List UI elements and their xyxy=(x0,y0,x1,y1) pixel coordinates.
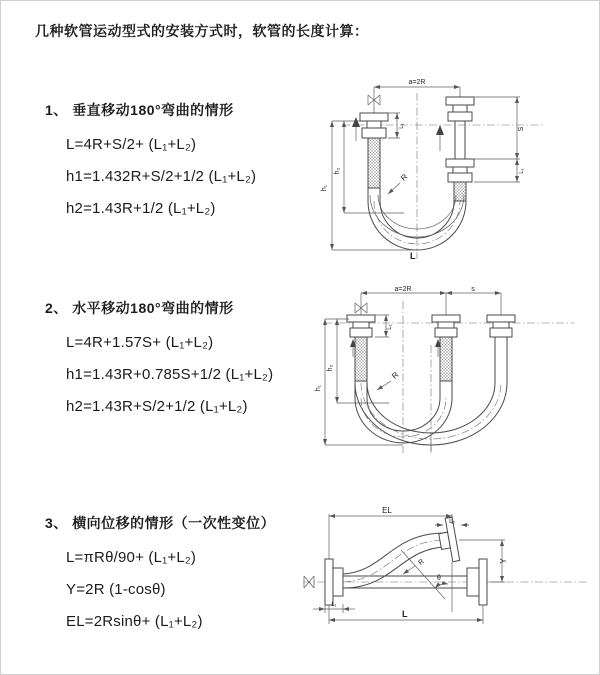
radius-arrow xyxy=(377,381,391,390)
formula-line: h1=1.432R+S/2+1/2 (L₁+L₂) xyxy=(66,168,257,185)
radius-arrow xyxy=(388,183,400,194)
diagram-vertical-bend-drawing xyxy=(312,73,597,261)
dimension-a-label: a=2R xyxy=(394,286,412,293)
section-index: 3、 xyxy=(45,515,68,531)
hose-fitting xyxy=(490,328,512,337)
movement-arrow-icon xyxy=(436,125,444,135)
extension-lines xyxy=(361,293,501,315)
hose-fitting xyxy=(446,159,474,167)
radius-arrow xyxy=(403,566,415,574)
section-heading-text: 水平移动180°弯曲的情形 xyxy=(72,300,234,316)
hose-fitting xyxy=(435,328,457,337)
dimension-h2-label: h₂ xyxy=(327,364,334,372)
dimension-el-label: EL xyxy=(382,506,392,515)
movement-arrow-icon xyxy=(352,117,360,127)
extension-lines xyxy=(474,97,520,182)
hose-fitting xyxy=(432,315,460,322)
dimension-l1-label: L₁ xyxy=(331,602,337,608)
hose-fitting xyxy=(446,97,474,105)
braided-hose xyxy=(368,138,380,188)
hose-bend-outer xyxy=(355,398,452,443)
section-lateral-displacement xyxy=(45,513,323,645)
displaced-flange-group xyxy=(436,517,459,563)
hose-fitting xyxy=(453,105,467,112)
page-title: 几种软管运动型式的安装方式时，软管的长度计算： xyxy=(35,23,369,39)
dimension-y-label: Y xyxy=(499,558,508,564)
formula-line: L=4R+1.57S+ (L₁+L₂) xyxy=(66,334,214,351)
hose-fitting xyxy=(347,315,375,322)
hose-fitting xyxy=(360,113,388,121)
dimension-l1-right-label: L₁ xyxy=(519,168,525,174)
diagram-vertical-bend xyxy=(312,73,597,266)
radius-label: R xyxy=(399,172,410,183)
flange xyxy=(325,559,333,605)
hose-fitting xyxy=(448,112,472,121)
radius-label: R xyxy=(417,558,426,567)
diagram-horizontal-bend-drawing xyxy=(309,283,594,461)
formula-line: EL=2Rsinθ+ (L₁+L₂) xyxy=(66,613,203,630)
section-heading xyxy=(45,298,323,318)
dimension-a-label: a=2R xyxy=(408,79,426,86)
hose-fitting xyxy=(438,322,454,328)
angle-arc xyxy=(435,584,448,588)
formula-line: L=4R+S/2+ (L₁+L₂) xyxy=(66,136,197,153)
flange xyxy=(479,559,487,605)
braided-hose xyxy=(440,337,452,381)
pipe-wall xyxy=(455,121,465,159)
braided-hose xyxy=(355,337,367,381)
diagram-lateral-displacement-drawing xyxy=(299,504,591,654)
length-label: L xyxy=(410,251,416,261)
dimension-l-label: L xyxy=(402,609,408,619)
formula-line: L=πRθ/90+ (L₁+L₂) xyxy=(66,549,197,566)
formula-line: Y=2R (1-cosθ) xyxy=(66,581,166,598)
hose-fitting xyxy=(487,315,515,322)
hose-fitting xyxy=(350,328,372,337)
hose-fitting xyxy=(448,173,472,182)
hose-fitting xyxy=(362,128,386,138)
section-heading xyxy=(45,513,323,533)
diagram-lateral-displacement xyxy=(299,504,591,659)
dimension-h1-label: h₁ xyxy=(321,184,328,192)
flange-hub xyxy=(467,568,479,596)
hose-wall xyxy=(495,337,507,383)
section-index: 1、 xyxy=(45,102,68,118)
formula-line: h2=1.43R+S/2+1/2 (L₁+L₂) xyxy=(66,398,248,415)
dimension-h2-label: h₂ xyxy=(334,167,341,175)
hose-fitting xyxy=(353,322,369,328)
hose-wall xyxy=(355,381,452,398)
hose-wall-upper xyxy=(343,533,445,574)
flange-hub xyxy=(333,568,343,596)
section-vertical-movement xyxy=(45,100,323,232)
diagram-horizontal-bend xyxy=(309,283,594,466)
dimension-s-label: s xyxy=(471,286,475,293)
section-heading xyxy=(45,100,323,120)
dimension-l1-label: L₁ xyxy=(387,324,393,330)
formula-line: h1=1.43R+0.785S+1/2 (L₁+L₂) xyxy=(66,366,274,383)
hose-fitting xyxy=(493,322,509,328)
dimension-s-label: S xyxy=(518,126,525,132)
section-horizontal-movement xyxy=(45,298,323,430)
angle-theta-label: θ xyxy=(437,575,441,582)
section-heading-text: 垂直移动180°弯曲的情形 xyxy=(72,102,234,118)
dimension-l1-left-label: L₁ xyxy=(399,123,405,129)
dimension-h1-label: h₁ xyxy=(315,384,322,392)
hose-fitting xyxy=(453,167,467,173)
radius-label: R xyxy=(390,370,401,381)
dimension-l2-label: L₂ xyxy=(449,519,455,525)
formula-line: h2=1.43R+1/2 (L₁+L₂) xyxy=(66,200,216,217)
hose-fitting xyxy=(367,121,381,128)
section-heading-text: 横向位移的情形（一次性变位） xyxy=(72,515,276,531)
section-index: 2、 xyxy=(45,300,68,316)
